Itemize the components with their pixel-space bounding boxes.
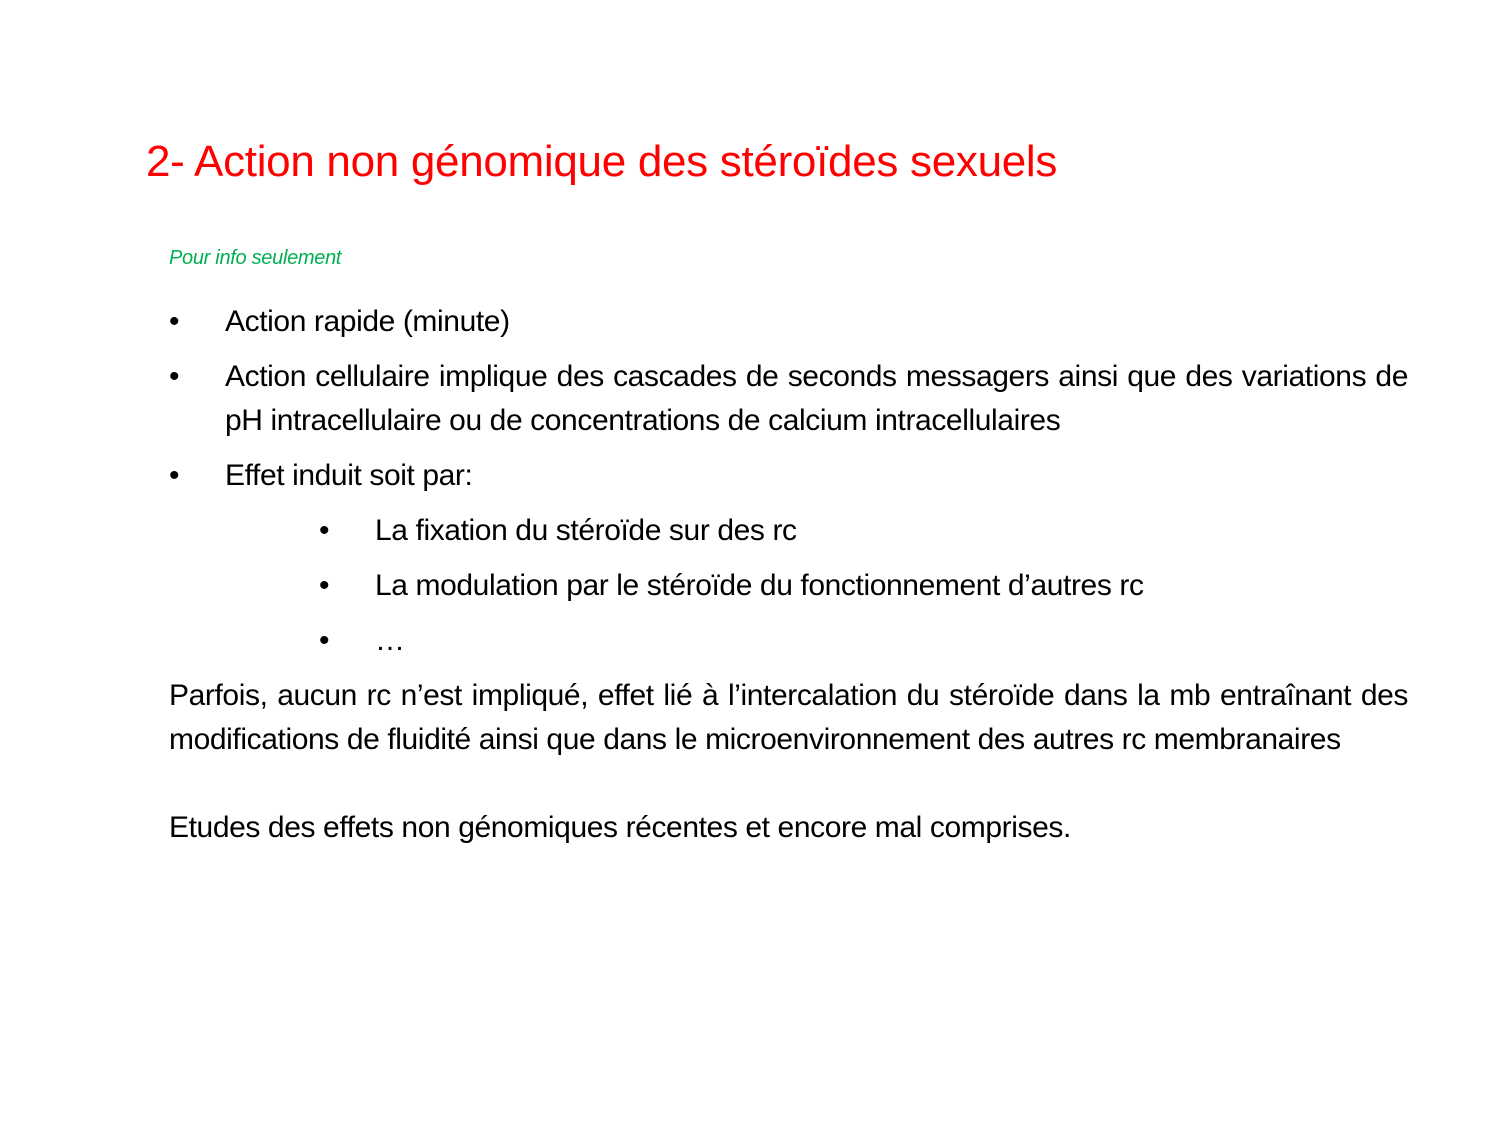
- slide-body: [169, 300, 1408, 850]
- sub-bullet-text: La modulation par le stéroïde du fonctionnement d’autres rc: [375, 569, 1144, 602]
- bullet-text: Action rapide (minute): [225, 305, 510, 338]
- sub-bullet-text: …: [375, 624, 405, 657]
- sub-bullet-text: La fixation du stéroïde sur des rc: [375, 514, 797, 547]
- sub-bullet-item: [169, 509, 1408, 553]
- bullet-icon: •: [319, 624, 330, 657]
- bullet-item: [169, 355, 1408, 443]
- paragraph-conclusion: Etudes des effets non génomiques récentes et encore mal comprises.: [169, 811, 1071, 844]
- bullet-icon: •: [319, 514, 330, 547]
- bullet-item: [169, 300, 1408, 344]
- bullet-icon: •: [319, 569, 330, 602]
- sub-bullet-item: [169, 619, 1408, 663]
- slide-title: 2- Action non génomique des stéroïdes sexuels: [146, 137, 1058, 186]
- bullet-text: Effet induit soit par:: [225, 459, 473, 492]
- bullet-item: [169, 454, 1408, 498]
- sub-bullet-item: [169, 564, 1408, 608]
- info-note: Pour info seulement: [169, 247, 342, 269]
- paragraph-membrane-effect: Parfois, aucun rc n’est impliqué, effet lié à l’intercalation du stéroïde dans la mb entraînant des modifications de fluidité ainsi que dans le microenvironnement des autres rc membranaires: [169, 679, 1408, 756]
- bullet-icon: •: [169, 305, 180, 338]
- bullet-icon: •: [169, 459, 180, 492]
- bullet-text: Action cellulaire implique des cascades de seconds messagers ainsi que des variations de pH intracellulaire ou de concentrations de calcium intracellulaires: [225, 360, 1408, 437]
- bullet-icon: •: [169, 360, 180, 393]
